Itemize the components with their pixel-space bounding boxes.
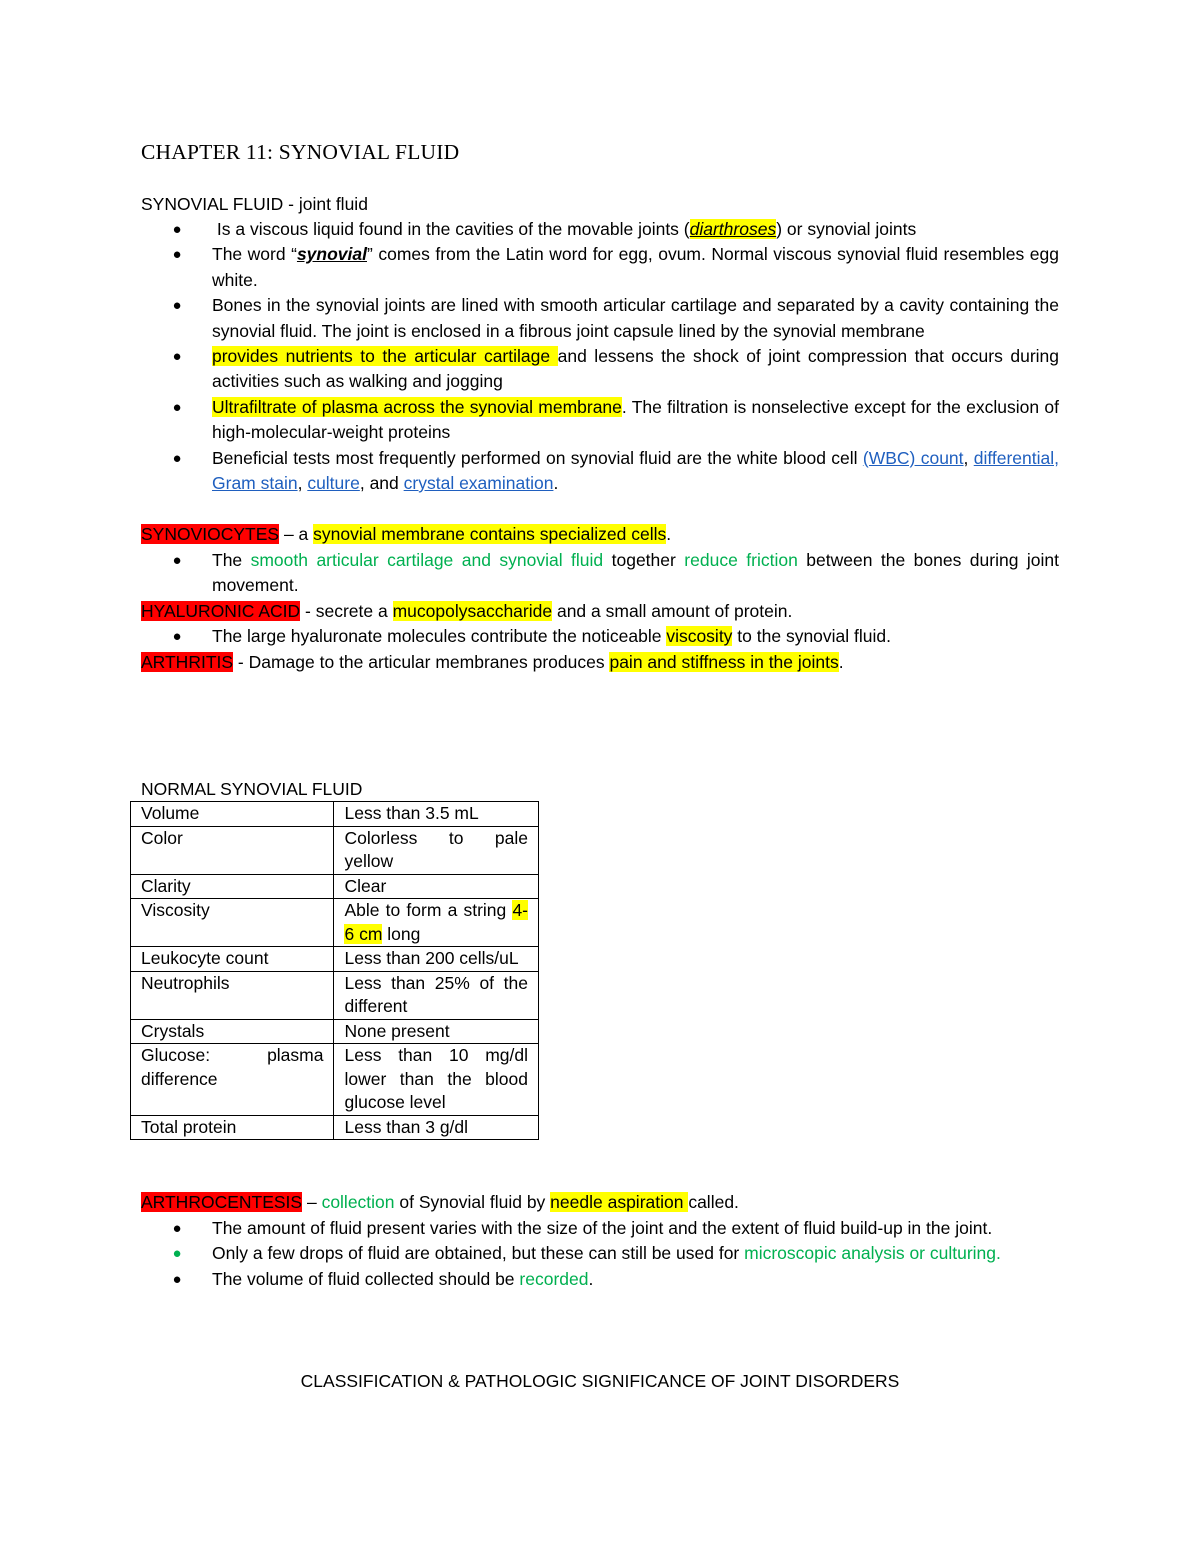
- list-item: ● Is a viscous liquid found in the cavities of the movable joints (diarthroses) or synovial joints: [141, 217, 1059, 242]
- arthritis-definition: ARTHRITIS - Damage to the articular membranes produces pain and stiffness in the joints.: [141, 652, 844, 672]
- list-item: ● Bones in the synovial joints are lined with smooth articular cartilage and separated by a cavity containing the synovial fluid. The joint is enclosed in a fibrous joint capsule lined by the synovial membrane: [172, 295, 1059, 341]
- highlight: Ultrafiltrate of plasma across the synovial membrane: [212, 396, 622, 417]
- link-culture[interactable]: culture: [307, 473, 360, 494]
- highlight: needle aspiration: [550, 1192, 689, 1212]
- bullet-icon: ●: [172, 398, 182, 416]
- hyaluronic-bullets: [141, 624, 1059, 649]
- highlight: pain and stiffness in the joints: [609, 652, 839, 672]
- list-item: ● The amount of fluid present varies with the size of the joint and the extent of fluid build-up in the joint.: [141, 1216, 1059, 1241]
- highlight: provides nutrients to the articular cartilage: [212, 346, 558, 367]
- intro-label: SYNOVIAL FLUID - joint fluid: [141, 194, 368, 214]
- synoviocytes-definition: SYNOVIOCYTES – a synovial membrane contains specialized cells.: [141, 524, 672, 544]
- list-item: ● The smooth articular cartilage and synovial fluid together reduce friction between the bones during joint movement.: [172, 550, 1059, 596]
- link-differential-gram-stain[interactable]: differential, Gram stain: [212, 447, 1060, 494]
- highlight: viscosity: [666, 626, 733, 646]
- table-row: [131, 971, 539, 1019]
- synoviocytes-bullets: [141, 548, 1059, 599]
- table-row: [131, 899, 539, 947]
- bullet-icon: ●: [172, 628, 182, 645]
- table-cell: Crystals: [131, 1019, 334, 1044]
- arthrocentesis-definition: ARTHROCENTESIS – collection of Synovial fluid by needle aspiration called.: [141, 1192, 739, 1212]
- table-cell: Less than 25% of the different: [334, 971, 539, 1019]
- link-crystal-examination[interactable]: crystal examination: [403, 473, 554, 494]
- chapter-title: CHAPTER 11: SYNOVIAL FLUID: [141, 140, 460, 164]
- green-text: reduce friction: [684, 550, 798, 570]
- term-hyaluronic-acid: HYALURONIC ACID: [141, 601, 301, 621]
- term-synoviocytes: SYNOVIOCYTES: [141, 524, 280, 544]
- list-item: ● The large hyaluronate molecules contribute the noticeable viscosity to the synovial fluid.: [141, 624, 1059, 649]
- bullet-icon: ●: [172, 1270, 182, 1288]
- table-row: [131, 1044, 539, 1116]
- bullet-icon: ●: [172, 1220, 182, 1237]
- table-cell: Clear: [334, 874, 539, 899]
- table-cell: None present: [334, 1019, 539, 1044]
- highlight: synovial membrane contains specialized cells: [313, 524, 667, 544]
- table-row: [131, 947, 539, 972]
- table-caption: NORMAL SYNOVIAL FLUID: [141, 779, 363, 799]
- bullet-icon: ●: [172, 246, 182, 264]
- emphasis: synovial: [296, 244, 367, 265]
- table-cell: Able to form a string 4-6 cm long: [334, 899, 539, 947]
- normal-synovial-fluid-table: [130, 801, 539, 1140]
- table-cell: Less than 200 cells/uL: [334, 947, 539, 972]
- list-item: ● The word “synovial” comes from the Latin word for egg, ovum. Normal viscous synovial fluid resembles egg white.: [172, 244, 1059, 290]
- table-cell: Less than 10 mg/dl lower than the blood glucose level: [334, 1044, 539, 1116]
- bullet-icon: ●: [172, 221, 182, 238]
- bullet-icon: ●: [172, 1245, 182, 1263]
- bullet-icon: ●: [172, 449, 182, 467]
- green-text: smooth articular cartilage and synovial fluid: [250, 550, 604, 570]
- table-cell: Colorless to pale yellow: [334, 826, 539, 874]
- table-cell: Neutrophils: [131, 971, 334, 1019]
- list-item: ● Beneficial tests most frequently performed on synovial fluid are the white blood cell (WBC) count, differential, Gram stain, culture, and crystal examination.: [172, 447, 1060, 494]
- table-row: [131, 1115, 539, 1140]
- list-item: ● The volume of fluid collected should be recorded.: [141, 1267, 1059, 1292]
- green-text: microscopic analysis or culturing.: [744, 1243, 1001, 1264]
- table-cell: Color: [131, 826, 334, 874]
- bullet-icon: ●: [172, 348, 182, 366]
- table-row: [131, 826, 539, 874]
- green-text: collection: [321, 1192, 395, 1212]
- table-row: [131, 874, 539, 899]
- table-cell: Less than 3 g/dl: [334, 1115, 539, 1140]
- highlight: 4-6 cm: [344, 900, 528, 944]
- term-arthrocentesis: ARTHROCENTESIS: [141, 1192, 303, 1212]
- table-cell: Glucose: plasma difference: [131, 1044, 334, 1116]
- table-row: [131, 802, 539, 827]
- highlight: mucopolysaccharide: [392, 601, 553, 621]
- highlight: diarthroses: [689, 219, 777, 239]
- bullet-icon: ●: [172, 297, 182, 315]
- green-text: recorded: [519, 1268, 589, 1289]
- table-cell: Less than 3.5 mL: [334, 802, 539, 827]
- table-cell: Volume: [131, 802, 334, 827]
- synovial-fluid-bullets: [141, 217, 1059, 496]
- link-wbc-count[interactable]: (WBC) count: [862, 447, 964, 468]
- list-item: ● Ultrafiltrate of plasma across the synovial membrane. The filtration is nonselective except for the exclusion of high-molecular-weight proteins: [172, 396, 1059, 443]
- table-row: [131, 1019, 539, 1044]
- arthrocentesis-bullets: [141, 1216, 1059, 1292]
- list-item: ● provides nutrients to the articular cartilage and lessens the shock of joint compression that occurs during activities such as walking and jogging: [172, 346, 1060, 392]
- table-cell: Leukocyte count: [131, 947, 334, 972]
- table-cell: Clarity: [131, 874, 334, 899]
- term-arthritis: ARTHRITIS: [141, 652, 234, 672]
- bullet-icon: ●: [172, 552, 182, 569]
- hyaluronic-acid-definition: HYALURONIC ACID - secrete a mucopolysaccharide and a small amount of protein.: [141, 601, 793, 621]
- section-heading: CLASSIFICATION & PATHOLOGIC SIGNIFICANCE OF JOINT DISORDERS: [300, 1371, 900, 1391]
- table-cell: Viscosity: [131, 899, 334, 947]
- table-cell: Total protein: [131, 1115, 334, 1140]
- list-item: ● Only a few drops of fluid are obtained, but these can still be used for microscopic analysis or culturing.: [141, 1241, 1059, 1266]
